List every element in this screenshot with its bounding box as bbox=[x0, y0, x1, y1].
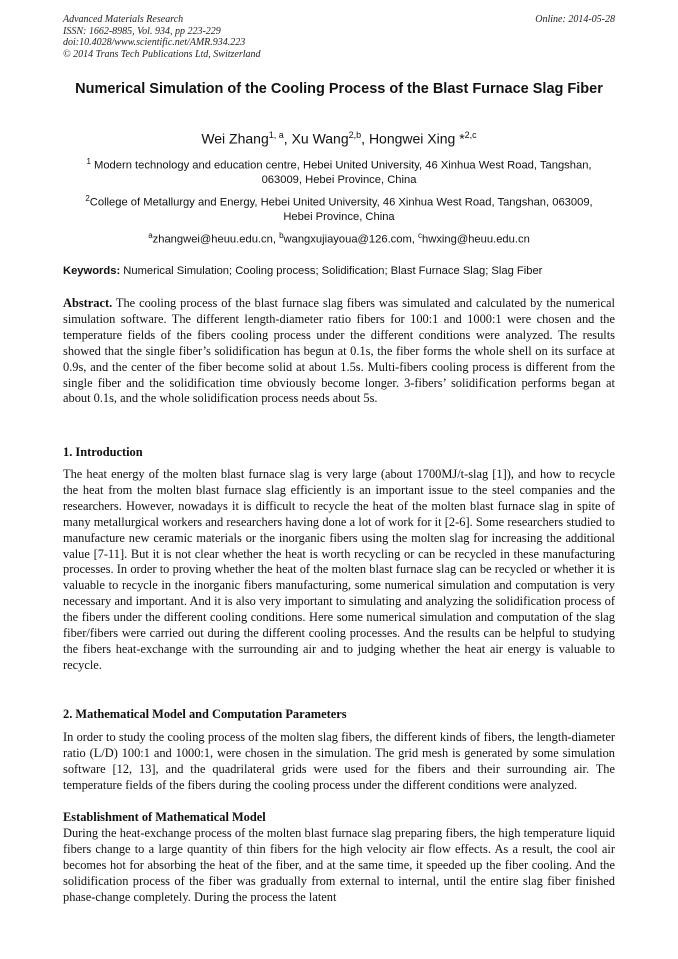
affiliation-text: Modern technology and education centre, Hebei United University, 46 Xinhua West Road, Tangshan, 063009, Hebei Province, China bbox=[90, 159, 592, 187]
email-sup: c bbox=[418, 231, 423, 240]
journal-header bbox=[63, 14, 615, 60]
author-affil-sup: 1, a bbox=[268, 130, 284, 140]
author-affil-sup: 2,c bbox=[464, 130, 477, 140]
section-heading-math-model: 2. Mathematical Model and Computation Parameters bbox=[63, 707, 347, 721]
keywords-text: Numerical Simulation; Cooling process; Solidification; Blast Furnace Slag; Slag Fiber bbox=[120, 265, 543, 277]
affiliation-text: College of Metallurgy and Energy, Hebei United University, 46 Xinhua West Road, Tangshan, 063009, Hebei Province, China bbox=[89, 196, 593, 224]
keywords bbox=[63, 264, 615, 278]
email-sup: a bbox=[148, 231, 153, 240]
email-link[interactable]: wangxujiayoua@126.com, bbox=[283, 233, 419, 246]
paper-title: Numerical Simulation of the Cooling Process of the Blast Furnace Slag Fiber bbox=[75, 81, 603, 97]
keywords-label: Keywords: bbox=[63, 265, 121, 277]
author-name: Wei Zhang bbox=[201, 130, 269, 147]
journal-name: Advanced Materials Research bbox=[63, 14, 184, 25]
doi-line: doi:10.4028/www.scientific.net/AMR.934.223 bbox=[63, 37, 246, 48]
subsection-heading-establishment: Establishment of Mathematical Model bbox=[63, 810, 266, 824]
introduction-paragraph: The heat energy of the molten blast furnace slag is very large (about 1700MJ/t-slag [1]), and how to recycle the heat from the molten blast furnace slag efficiently is an important issue to the steel companies and the researchers. However, nowadays it is difficult to recycle the heat of the molten blast furnace slag in spite of many metallurgical workers and researchers having done a lot of work for it [2-6]. Some researchers studied to manufacture new ceramic materials or the inorganic fibers using the molten slag for increasing the additional value [7-11]. But it is not clear whether the heat is worth recycling or can be recycled in these manufacturing processes. In order to proving whether the heat of the molten blast furnace slag can be recycled or whether it is valuable to recycle in the inorganic fibers manufacturing, some numerical simulation and computation is very necessary and important. And it is also very important to simulating and analyzing the solidification process of the fibers under the different cooling conditions. Here some numerical simulation and computation of the slag fiber/fibers were carried out during the different cooling processes. And the results can be helpful to studying the fibers heat-exchange with the surrounding air and to judging whether the heat air energy is valuable to recycle. bbox=[63, 467, 615, 672]
affiliation-sup: 2 bbox=[85, 194, 90, 203]
email-link[interactable]: hwxing@heuu.edu.cn bbox=[422, 233, 530, 246]
abstract-label: Abstract. bbox=[63, 296, 113, 310]
math-model-paragraph: In order to study the cooling process of the molten slag fibers, the different kinds of fibers, the length-diameter ratio (L/D) 100:1 and 1000:1, were chosen in the simulation. The grid mesh is generated by some simulation software [12, 13], and the quadrilateral grids were used for the fibers and their surrounding air. The temperature fields of the fibers during the cooling process under the different conditions were analyzed. bbox=[63, 730, 615, 792]
affiliation-sup: 1 bbox=[86, 157, 91, 166]
section-heading-introduction: 1. Introduction bbox=[63, 445, 143, 459]
author-list bbox=[63, 126, 615, 148]
email-sup: b bbox=[279, 231, 284, 240]
abstract-text: The cooling process of the blast furnace slag fibers was simulated and calculated by the numerical simulation software. The different length-diameter ratio fibers for 100:1 and 1000:1 were chosen and the temperature fields of the fibers cooling process under the different conditions were analyzed. The results showed that the single fiber’s solidification has begun at 0.1s, the fiber forms the whole shell on its surface at 0.9s, and the center of the fiber become solid at about 1.5s. Multi-fibers cooling process is different from the single fiber and the solidification time obviously become longer. 3-fibers’ solidification performs began at about 0.1s, and the whole solidification process needs about 5s. bbox=[63, 296, 615, 406]
establishment-paragraph: During the heat-exchange process of the molten blast furnace slag preparing fibers, the high temperature liquid fibers change to a large quantity of thin fibers for the high velocity air flow effects. As a result, the cool air becomes hot for absorbing the heat of the fiber, and at the same time, it speeded up the fiber cooling. And the solidification process of the fiber was gradually from external to internal, until the entire slag fiber finished phase-change completely. During the process the latent bbox=[63, 826, 615, 904]
author-name: Xu Wang bbox=[291, 130, 349, 147]
author-emails bbox=[70, 229, 608, 247]
copyright-line: © 2014 Trans Tech Publications Ltd, Switzerland bbox=[63, 48, 261, 60]
author-separator: , bbox=[361, 130, 369, 147]
author-separator: , bbox=[283, 130, 292, 147]
email-link[interactable]: zhangwei@heuu.edu.cn, bbox=[152, 233, 280, 246]
author-name: Hongwei Xing * bbox=[368, 130, 465, 147]
affiliation-1 bbox=[70, 155, 608, 188]
online-date: Online: 2014-05-28 bbox=[535, 14, 615, 25]
affiliation-2 bbox=[70, 192, 608, 225]
author-affil-sup: 2,b bbox=[348, 130, 362, 140]
issn-line: ISSN: 1662-8985, Vol. 934, pp 223-229 bbox=[63, 25, 221, 37]
abstract bbox=[63, 296, 615, 407]
